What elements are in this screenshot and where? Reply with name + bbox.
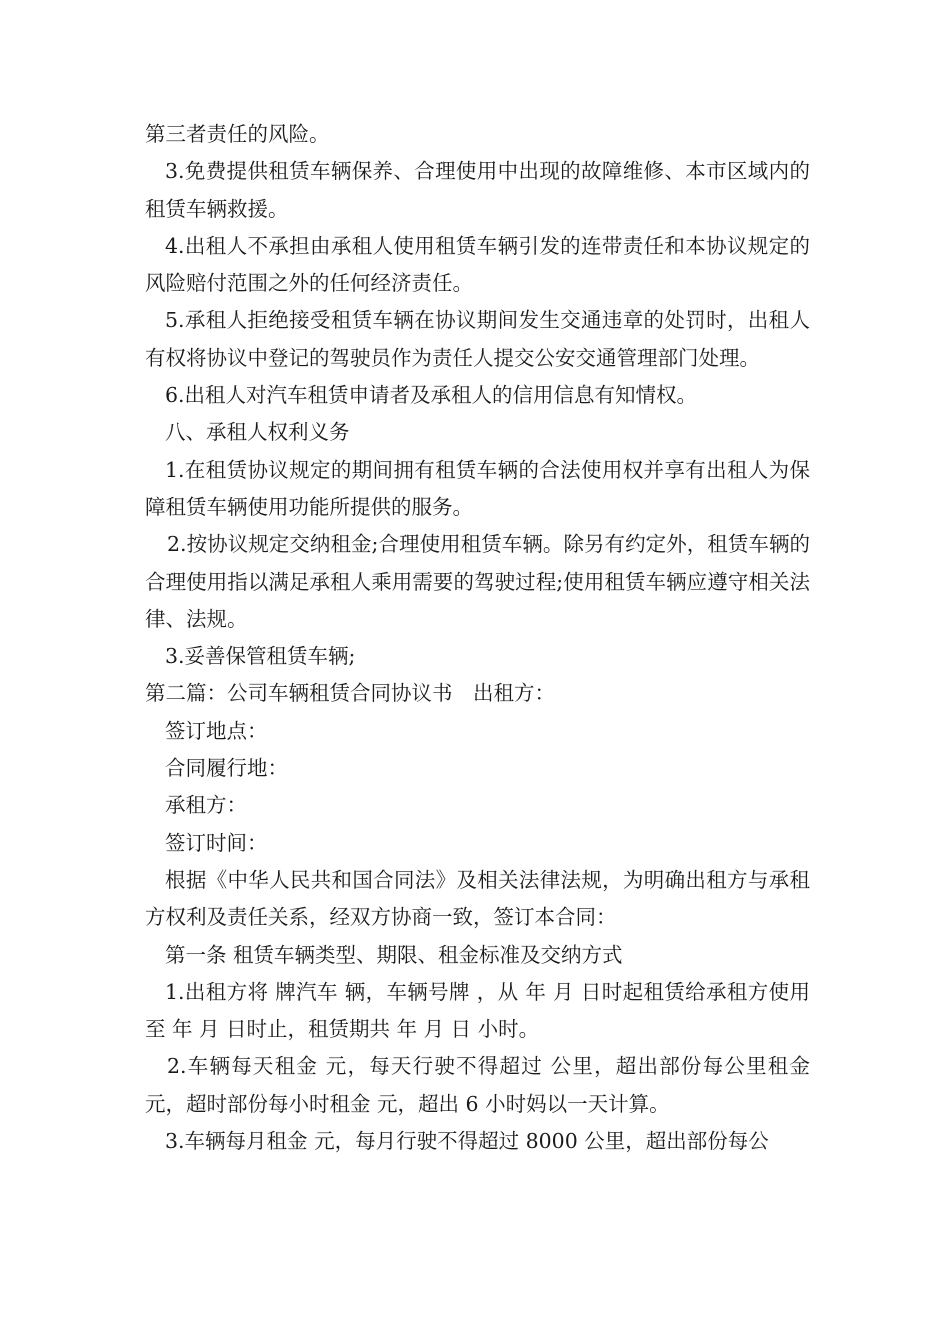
lessee-field: 承租方： xyxy=(165,793,247,818)
signing-time-field: 签订时间： xyxy=(165,830,268,855)
paragraph-4: 5.承租人拒绝接受租赁车辆在协议期间发生交通违章的处罚时，出租人有权将协议中登记的驾驶员作为责任人提交公安交通管理部门处理。 xyxy=(145,308,810,370)
paragraph-5: 6.出租人对汽车租赁申请者及承租人的信用信息有知情权。 xyxy=(165,383,698,408)
paragraph-8: 2.按协议规定交纳租金;合理使用租赁车辆。除另有约定外，租赁车辆的合理使用指以满足承租人乘用需要的驾驶过程;使用租赁车辆应遵守相关法律、法规。 xyxy=(145,532,810,631)
document-body xyxy=(145,116,810,1160)
article-1-clause-2: 2.车辆每天租金 元，每天行驶不得超过 公里，超出部份每公里租金 元，超时部份每小时租金 元，超出 6 小时妈以一天计算。 xyxy=(145,1054,810,1116)
signing-place-field: 签订地点： xyxy=(165,718,268,743)
part-two-heading: 第二篇：公司车辆租赁合同协议书 出租方： xyxy=(145,681,555,706)
section-heading-8: 八、承租人权利义务 xyxy=(165,420,350,445)
paragraph-1: 第三者责任的风险。 xyxy=(145,122,330,146)
article-1-clause-1: 1.出租方将 牌汽车 辆，车辆号牌 ，从 年 月 日时起租赁给承租方使用至 年 月 日时止，租赁期共 年 月 日 小时。 xyxy=(145,979,810,1042)
paragraph-7: 1.在租赁协议规定的期间拥有租赁车辆的合法使用权并享有出租人为保障租赁车辆使用功能所提供的服务。 xyxy=(145,457,810,519)
article-1-clause-3: 3.车辆每月租金 元，每月行驶不得超过 8000 公里，超出部份每公 xyxy=(165,1129,769,1154)
paragraph-9: 3.妥善保管租赁车辆; xyxy=(165,644,356,669)
paragraph-3: 4.出租人不承担由承租人使用租赁车辆引发的连带责任和本协议规定的风险赔付范围之外的任何经济责任。 xyxy=(145,233,810,296)
performance-place-field: 合同履行地： xyxy=(165,756,288,781)
paragraph-preamble: 根据《中华人民共和国合同法》及相关法律法规，为明确出租方与承租方权利及责任关系，经双方协商一致，签订本合同： xyxy=(145,867,810,930)
paragraph-2: 3.免费提供租赁车辆保养、合理使用中出现的故障维修、本市区域内的租赁车辆救援。 xyxy=(145,159,810,221)
article-1-heading: 第一条 租赁车辆类型、期限、租金标准及交纳方式 xyxy=(165,942,623,967)
